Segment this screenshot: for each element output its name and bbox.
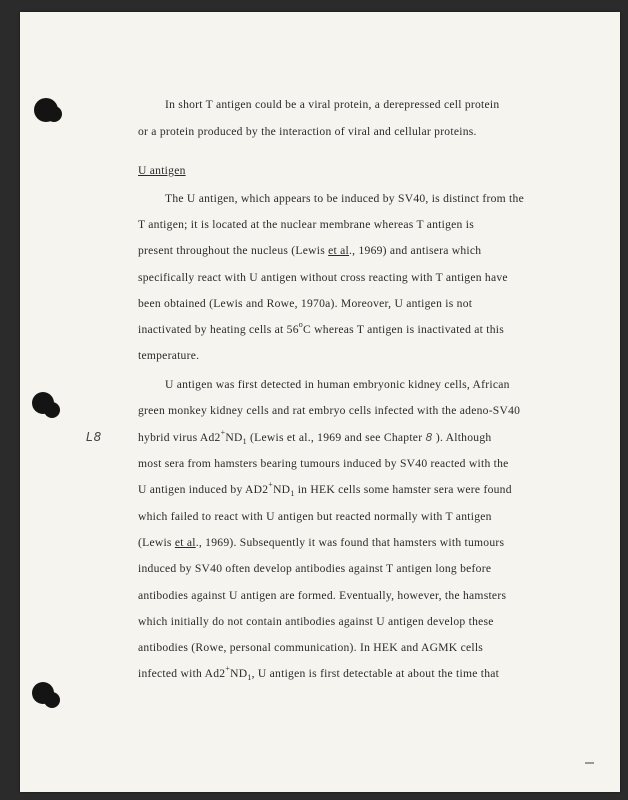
p3-line6: which failed to react with U antigen but reacted normally with T antigen <box>138 510 492 523</box>
p3-line1: U antigen was first detected in human embryonic kidney cells, African <box>165 378 510 391</box>
p2-line2: T antigen; it is located at the nuclear membrane whereas T antigen is <box>138 218 474 231</box>
corner-mark <box>585 762 594 764</box>
p2-line6-a: inactivated by heating cells at 56 <box>138 323 299 336</box>
p3-line3-c: (Lewis et al., 1969 and see Chapter <box>246 431 426 444</box>
subscript-one: 1 <box>247 673 252 682</box>
document-page <box>20 12 620 792</box>
margin-note: L8 <box>86 430 103 444</box>
subscript-one: 1 <box>242 437 247 446</box>
p2-line3-a: present throughout the nucleus (Lewis <box>138 244 329 257</box>
p3-line3-a: hybrid virus Ad2 <box>138 431 221 444</box>
p2-line6 <box>138 320 505 336</box>
p3-line12-a: infected with Ad2 <box>138 667 226 680</box>
p2-line1: The U antigen, which appears to be induced by SV40, is distinct from the <box>165 192 524 205</box>
p2-line4: specifically react with U antigen without cross reacting with T antigen have <box>138 271 508 284</box>
p3-line5-b: ND <box>273 483 291 496</box>
p2-line3-etal: et al <box>328 244 350 257</box>
p3-line3 <box>138 428 492 446</box>
p3-line11: antibodies (Rowe, personal communication). In HEK and AGMK cells <box>138 641 484 654</box>
subscript-one: 1 <box>290 489 295 498</box>
p3-line2: green monkey kidney cells and rat embryo cells infected with the adeno-SV40 <box>138 404 521 417</box>
p3-line7 <box>138 536 504 549</box>
p3-line12 <box>138 664 500 682</box>
p3-line7-etal: et al <box>174 536 196 549</box>
p1-line1: In short T antigen could be a viral protein, a derepressed cell protein <box>165 98 500 111</box>
superscript-plus: + <box>268 480 274 489</box>
handwritten-chapter-number: 8 <box>425 431 433 444</box>
p3-line10: which initially do not contain antibodies against U antigen develop these <box>138 615 494 628</box>
p3-line5-a: U antigen induced by AD2 <box>138 483 269 496</box>
p3-line4: most sera from hamsters bearing tumours induced by SV40 reacted with the <box>138 457 509 470</box>
p3-line3-d: ). Although <box>432 431 492 444</box>
p3-line12-c: , U antigen is first detectable at about the time that <box>251 667 500 680</box>
p3-line3-b: ND <box>225 431 243 444</box>
body-text <box>20 12 620 792</box>
p3-line9: antibodies against U antigen are formed. Eventually, however, the hamsters <box>138 589 507 602</box>
p2-line7: temperature. <box>138 349 200 362</box>
p2-line3 <box>138 244 481 257</box>
p2-line3-b: ., 1969) and antisera which <box>349 244 482 257</box>
section-heading: U antigen <box>138 164 186 177</box>
p3-line8: induced by SV40 often develop antibodies against T antigen long before <box>138 562 492 575</box>
p3-line5 <box>138 480 512 498</box>
degree-mark: o <box>298 320 304 329</box>
p2-line6-b: C whereas T antigen is inactivated at this <box>303 323 505 336</box>
p3-line7-a: (Lewis <box>138 536 175 549</box>
p3-line5-c: in HEK cells some hamster sera were found <box>294 483 512 496</box>
p1-line2: or a protein produced by the interaction of viral and cellular proteins. <box>138 125 477 138</box>
p3-line12-b: ND <box>230 667 248 680</box>
p3-line7-b: ., 1969). Subsequently it was found that hamsters with tumours <box>195 536 505 549</box>
superscript-plus: + <box>225 664 231 673</box>
p2-line5: been obtained (Lewis and Rowe, 1970a). Moreover, U antigen is not <box>138 297 473 310</box>
superscript-plus: + <box>220 428 226 437</box>
